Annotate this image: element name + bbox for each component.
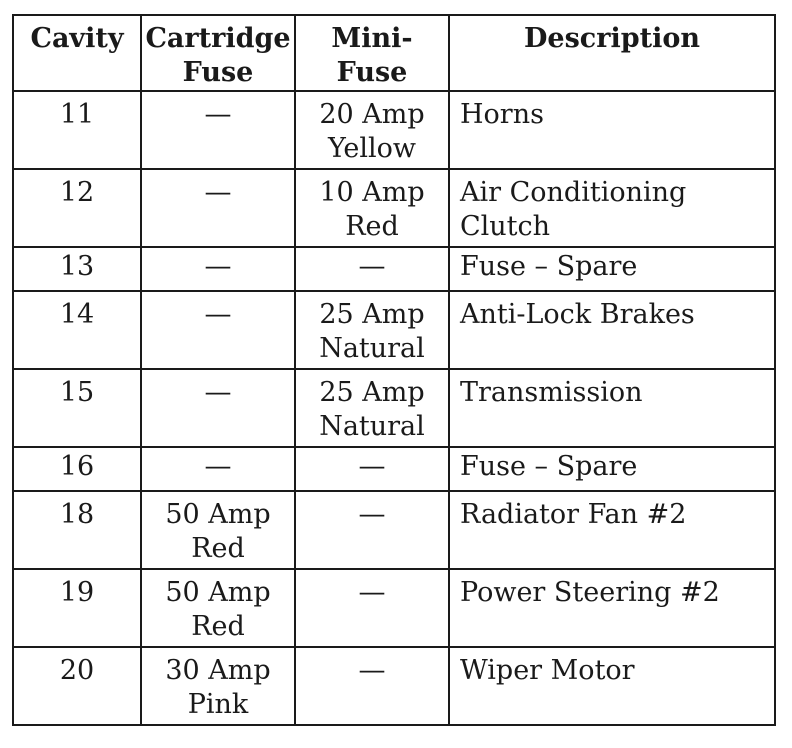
table-row xyxy=(13,91,775,169)
cell-cavity: 12 xyxy=(13,169,141,247)
cell-mini-fuse: — xyxy=(295,491,449,569)
cell-mini-fuse: — xyxy=(295,569,449,647)
cell-cartridge-fuse: 50 Amp Red xyxy=(141,569,295,647)
header-description: Description xyxy=(449,15,775,91)
cell-mini-fuse: — xyxy=(295,647,449,725)
table-row xyxy=(13,369,775,447)
cell-cavity: 18 xyxy=(13,491,141,569)
cell-cavity: 19 xyxy=(13,569,141,647)
cell-cartridge-fuse: — xyxy=(141,247,295,291)
cell-cavity: 15 xyxy=(13,369,141,447)
cell-cavity: 13 xyxy=(13,247,141,291)
cell-mini-fuse: 20 Amp Yellow xyxy=(295,91,449,169)
table-row xyxy=(13,491,775,569)
cell-cartridge-fuse: 30 Amp Pink xyxy=(141,647,295,725)
cell-mini-fuse: — xyxy=(295,447,449,491)
table-row xyxy=(13,647,775,725)
table-row xyxy=(13,569,775,647)
fuse-table xyxy=(12,14,776,726)
cell-cartridge-fuse: — xyxy=(141,291,295,369)
cell-description: Radiator Fan #2 xyxy=(449,491,775,569)
table-row xyxy=(13,169,775,247)
table-body xyxy=(13,91,775,725)
cell-cavity: 11 xyxy=(13,91,141,169)
cell-description: Power Steering #2 xyxy=(449,569,775,647)
cell-cartridge-fuse: 50 Amp Red xyxy=(141,491,295,569)
cell-description: Transmission xyxy=(449,369,775,447)
cell-description: Air Conditioning Clutch xyxy=(449,169,775,247)
cell-mini-fuse: 25 Amp Natural xyxy=(295,291,449,369)
cell-cavity: 20 xyxy=(13,647,141,725)
table-row xyxy=(13,247,775,291)
cell-cartridge-fuse: — xyxy=(141,169,295,247)
cell-description: Wiper Motor xyxy=(449,647,775,725)
header-cartridge-fuse: Cartridge Fuse xyxy=(141,15,295,91)
cell-mini-fuse: 10 Amp Red xyxy=(295,169,449,247)
cell-description: Fuse – Spare xyxy=(449,247,775,291)
header-mini-fuse: Mini- Fuse xyxy=(295,15,449,91)
table-header-row xyxy=(13,15,775,91)
cell-description: Fuse – Spare xyxy=(449,447,775,491)
cell-mini-fuse: — xyxy=(295,247,449,291)
cell-description: Horns xyxy=(449,91,775,169)
cell-cavity: 14 xyxy=(13,291,141,369)
cell-cartridge-fuse: — xyxy=(141,91,295,169)
header-cavity: Cavity xyxy=(13,15,141,91)
cell-mini-fuse: 25 Amp Natural xyxy=(295,369,449,447)
cell-cavity: 16 xyxy=(13,447,141,491)
cell-cartridge-fuse: — xyxy=(141,369,295,447)
cell-description: Anti-Lock Brakes xyxy=(449,291,775,369)
cell-cartridge-fuse: — xyxy=(141,447,295,491)
table-row xyxy=(13,447,775,491)
table-row xyxy=(13,291,775,369)
